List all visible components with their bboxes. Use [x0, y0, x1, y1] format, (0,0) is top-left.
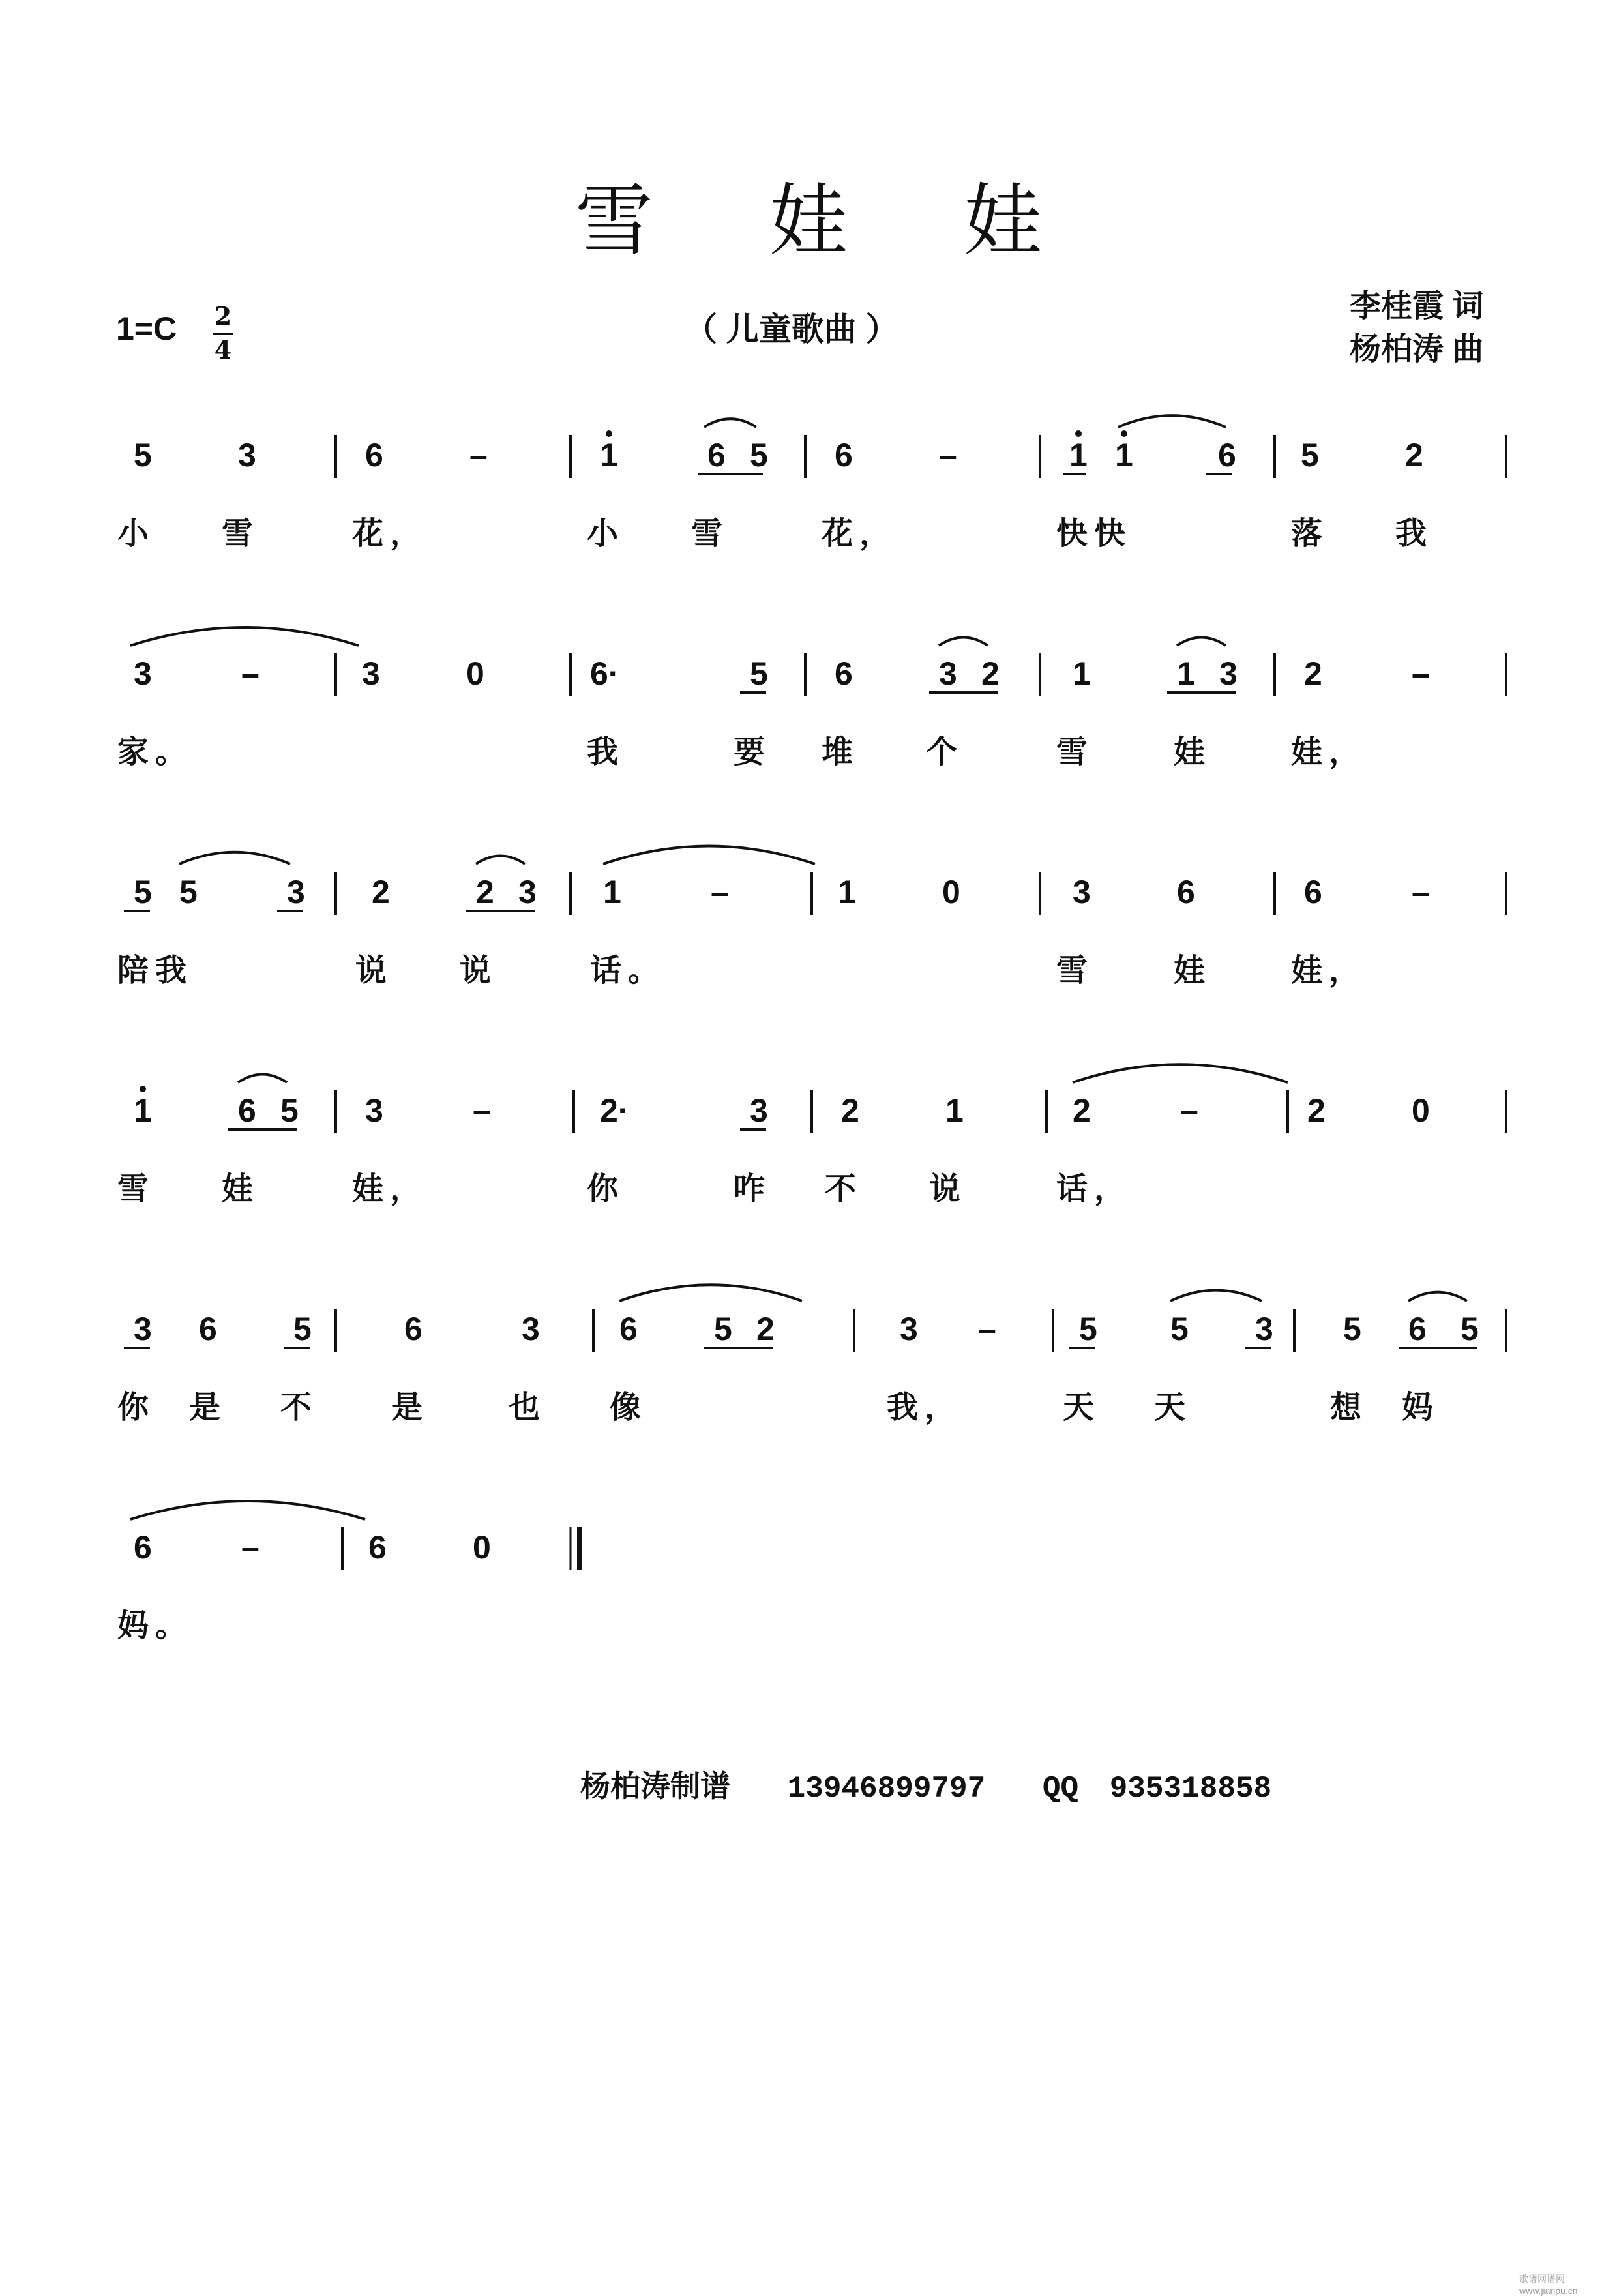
note: – — [939, 437, 957, 473]
composer-credit: 杨柏涛 曲 — [1350, 332, 1484, 366]
lyric-syllable: 像 — [610, 1389, 648, 1425]
lyric-syllable: 落 — [1291, 515, 1329, 552]
lyric-syllable: 家。 — [117, 734, 194, 770]
lyric-syllable: 说 — [929, 1170, 968, 1207]
lyric-syllable: 娃， — [1291, 952, 1367, 989]
note: 5 — [714, 1311, 732, 1347]
note: 5 — [179, 874, 198, 910]
note: 6 — [404, 1311, 423, 1347]
lyric-syllable: 天 — [1063, 1389, 1101, 1425]
note: 3 — [750, 1092, 768, 1129]
site-watermark: 歌谱网谱网 www.jianpu.cn — [1519, 2274, 1578, 2296]
lyric-syllable: 是 — [189, 1389, 228, 1425]
note: 3 — [362, 655, 380, 692]
time-signature-bottom: 4 — [214, 335, 232, 365]
note: – — [469, 437, 488, 473]
lyric-syllable: 不 — [280, 1389, 319, 1425]
note: – — [241, 1529, 260, 1566]
note: 1 — [1069, 437, 1088, 473]
note: 1 — [603, 874, 621, 910]
lyric-syllable: 你 — [117, 1389, 156, 1425]
key-signature: 1=C — [116, 310, 177, 347]
lyric-syllable: 雪 — [691, 515, 730, 552]
lyric-syllable: 花， — [352, 515, 428, 552]
page-title: 雪 娃 娃 — [574, 176, 1088, 267]
note: 3 — [522, 1311, 540, 1347]
note: 1 — [1177, 655, 1195, 692]
tie-slur — [1408, 1292, 1467, 1301]
lyric-syllable: 娃 — [1174, 734, 1212, 770]
lyric-syllable: 花， — [822, 515, 898, 552]
lyric-syllable: 咋 — [734, 1170, 772, 1207]
tie-slur — [939, 638, 988, 646]
note: 5 — [750, 437, 768, 473]
note: 6 — [134, 1529, 152, 1566]
note: 5 — [1079, 1311, 1097, 1347]
note: 5 — [1343, 1311, 1361, 1347]
note: 6 — [1218, 437, 1236, 473]
note: 0 — [466, 655, 484, 692]
note: 2· — [600, 1092, 629, 1129]
note: 5 — [1301, 437, 1319, 473]
note: 6 — [1177, 874, 1195, 910]
lyric-syllable: 话。 — [590, 952, 666, 989]
lyric-syllable: 妈。 — [117, 1607, 194, 1644]
note: 1 — [1073, 655, 1091, 692]
note: 6 — [1408, 1311, 1427, 1347]
lyric-syllable: 小 — [587, 515, 625, 552]
note: 3 — [1073, 874, 1091, 910]
note: 5 — [293, 1311, 312, 1347]
note: 6 — [619, 1311, 638, 1347]
note: 2 — [1405, 437, 1423, 473]
tie-slur — [238, 1075, 287, 1083]
note: 2 — [841, 1092, 859, 1129]
high-octave-dot — [1075, 430, 1082, 437]
note: 2 — [1073, 1092, 1091, 1129]
tie-slur — [619, 1285, 802, 1301]
lyric-syllable: 妈 — [1402, 1389, 1440, 1425]
high-octave-dot — [1121, 430, 1127, 437]
tie-slur — [130, 1501, 365, 1519]
lyric-syllable: 娃， — [1291, 734, 1367, 770]
high-octave-dot — [140, 1086, 146, 1092]
lyric-syllable: 个 — [926, 734, 964, 770]
contact-phone: 13946899797 — [787, 1772, 986, 1806]
note: 5 — [750, 655, 768, 692]
lyric-syllable: 雪 — [222, 515, 260, 552]
tie-slur — [1073, 1064, 1288, 1082]
note: 1 — [838, 874, 856, 910]
lyric-syllable: 是 — [391, 1389, 430, 1425]
qq-label: QQ — [1042, 1772, 1079, 1806]
note: 5 — [134, 874, 152, 910]
lyric-syllable: 话， — [1056, 1170, 1133, 1207]
note: – — [1412, 655, 1430, 692]
lyric-syllable: 娃 — [222, 1170, 260, 1207]
note: – — [473, 1092, 491, 1129]
note: 6 — [835, 437, 853, 473]
tie-slur — [179, 852, 290, 864]
note: – — [711, 874, 729, 910]
note: 3 — [365, 1092, 383, 1129]
lyric-syllable: 想 — [1330, 1389, 1369, 1425]
tie-slur — [130, 627, 359, 646]
note: 2 — [1304, 655, 1322, 692]
lyric-syllable: 雪 — [117, 1170, 156, 1207]
lyric-syllable: 我， — [887, 1389, 963, 1425]
tie-slur — [603, 846, 815, 865]
note: 1 — [600, 437, 618, 473]
lyric-syllable: 要 — [734, 734, 772, 770]
lyric-syllable: 娃， — [352, 1170, 428, 1207]
lyric-syllable: 陪我 — [117, 952, 194, 989]
tie-slur — [1177, 638, 1226, 646]
note: 5 — [1170, 1311, 1189, 1347]
time-signature-top: 2 — [214, 301, 232, 331]
note: 3 — [1255, 1311, 1273, 1347]
note: 0 — [473, 1529, 491, 1566]
note: 0 — [942, 874, 960, 910]
song-subtitle: （ 儿童歌曲 ） — [685, 311, 898, 348]
lyric-syllable: 天 — [1154, 1389, 1193, 1425]
note: 5 — [134, 437, 152, 473]
note: – — [1412, 874, 1430, 910]
note: – — [241, 655, 260, 692]
note: 6 — [707, 437, 726, 473]
note: – — [978, 1311, 996, 1347]
note: 3 — [287, 874, 305, 910]
arranger-credit: 杨柏涛制谱 — [580, 1769, 730, 1803]
lyric-syllable: 雪 — [1056, 734, 1095, 770]
lyric-syllable: 我 — [587, 734, 625, 770]
tie-slur — [476, 856, 525, 865]
lyric-syllable: 说 — [460, 952, 498, 989]
note: 3 — [939, 655, 957, 692]
note: 1 — [134, 1092, 152, 1129]
note: – — [1180, 1092, 1198, 1129]
note: 0 — [1412, 1092, 1430, 1129]
lyric-syllable: 说 — [355, 952, 394, 989]
high-octave-dot — [606, 430, 612, 437]
lyric-syllable: 娃 — [1174, 952, 1212, 989]
lyric-syllable: 堆 — [822, 734, 860, 770]
note: 6 — [368, 1529, 387, 1566]
lyric-syllable: 我 — [1395, 515, 1434, 552]
note: 3 — [900, 1311, 918, 1347]
note: 3 — [134, 655, 152, 692]
note: 3 — [134, 1311, 152, 1347]
note: 2 — [981, 655, 1000, 692]
note: 2 — [756, 1311, 775, 1347]
note: 6 — [199, 1311, 217, 1347]
lyric-syllable: 快快 — [1056, 515, 1133, 552]
note: 6 — [238, 1092, 256, 1129]
note: 6 — [1304, 874, 1322, 910]
note: 3 — [518, 874, 537, 910]
note: 1 — [1115, 437, 1133, 473]
note: 2 — [1307, 1092, 1326, 1129]
note: 3 — [238, 437, 256, 473]
note: 2 — [372, 874, 390, 910]
footer-credits — [580, 1763, 1311, 1806]
note: 5 — [1461, 1311, 1479, 1347]
note: 6 — [365, 437, 383, 473]
note: 6· — [590, 655, 619, 692]
note: 5 — [280, 1092, 299, 1129]
lyric-syllable: 不 — [825, 1170, 863, 1207]
tie-slur — [704, 419, 756, 427]
note: 2 — [476, 874, 494, 910]
tie-slur — [1118, 415, 1226, 427]
qq-number: 935318858 — [1109, 1772, 1272, 1806]
lyric-syllable: 你 — [587, 1170, 625, 1207]
lyricist-credit: 李桂霞 词 — [1350, 289, 1484, 323]
note: 1 — [945, 1092, 964, 1129]
note: 6 — [835, 655, 853, 692]
lyric-syllable: 雪 — [1056, 952, 1095, 989]
lyric-syllable: 也 — [509, 1389, 547, 1425]
lyric-syllable: 小 — [117, 515, 156, 552]
tie-slur — [1170, 1290, 1262, 1301]
note: 3 — [1219, 655, 1238, 692]
